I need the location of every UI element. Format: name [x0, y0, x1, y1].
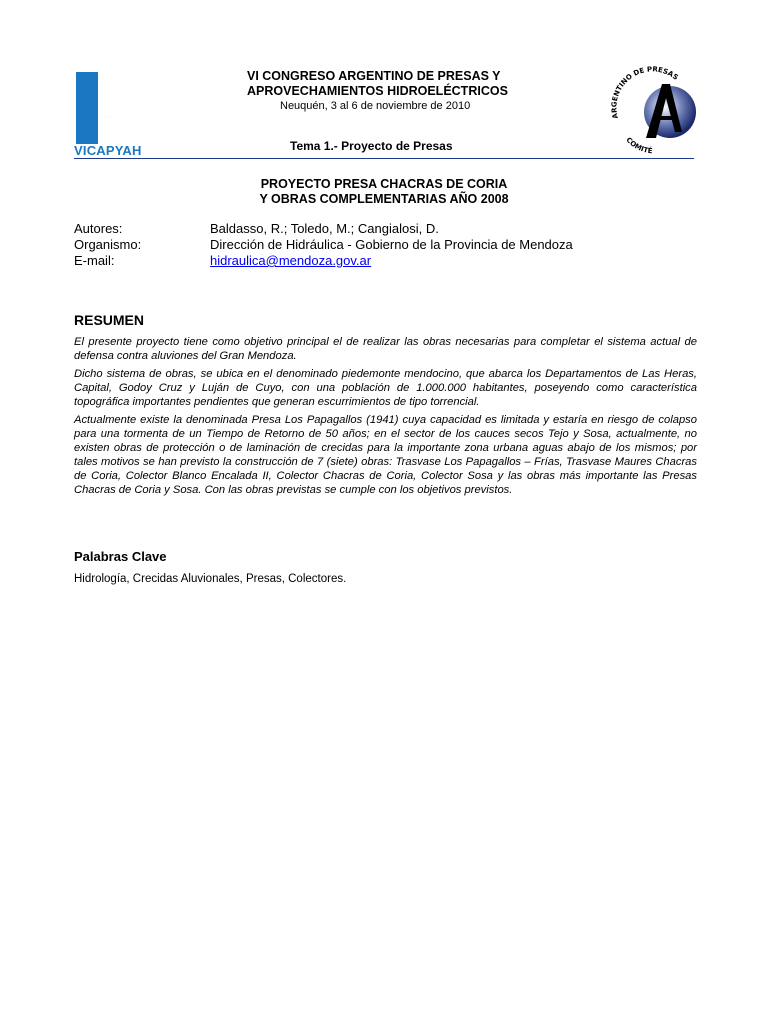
logo-blue-bar	[76, 72, 98, 144]
document-title	[0, 177, 768, 207]
logo-wordmark	[74, 143, 142, 158]
organismo-label: Organismo:	[74, 237, 142, 252]
header-divider	[74, 158, 694, 159]
organismo-value: Dirección de Hidráulica - Gobierno de la Provincia de Mendoza	[210, 237, 573, 252]
logo-wordmark-capyah: CAPYAH	[86, 143, 142, 158]
autores-label: Autores:	[74, 221, 123, 236]
congress-title-line2: APROVECHAMIENTOS HIDROELÉCTRICOS	[247, 84, 508, 98]
resumen-paragraph-3: Actualmente existe la denominada Presa Los Papagallos (1941) cuya capacidad es limitada y estaría en riesgo de colapso para una tormenta de un Tiempo de Retorno de 50 años; en el sector de los cauces secos Tejo y Sosa, actualmente, no existen obras de protección o de laminación de crecidas para la importante zona urbana aguas abajo de los mismos; por tales motivos se han previsto la construcción de 7 (siete) obras: Trasvase Los Papagallos – Frías, Trasvase Maures Chacras de Coria, Colector Blanco Encalada II, Colector Chacras de Coria, Colector Sosa y las obras más importante las Presas Chacras de Coria y Sosa. Con las obras previstas se cumple con los objetivos previstos.	[74, 414, 697, 496]
document-title-line1: PROYECTO PRESA CHACRAS DE CORIA	[260, 177, 508, 191]
palabras-clave-heading: Palabras Clave	[74, 549, 167, 564]
resumen-heading: RESUMEN	[74, 312, 145, 328]
resumen-paragraph-1: El presente proyecto tiene como objetivo principal el de realizar las obras necesarias para completar el sistema actual de defensa contra aluviones del Gran Mendoza.	[74, 336, 697, 362]
document-title-line2: Y OBRAS COMPLEMENTARIAS AÑO 2008	[259, 192, 509, 206]
congress-title-line1: VI CONGRESO ARGENTINO DE PRESAS Y	[247, 69, 501, 83]
logo-arc-text-bottom: COMITÉ	[624, 135, 653, 156]
congress-location-date: Neuquén, 3 al 6 de noviembre de 2010	[280, 100, 471, 112]
congress-title	[247, 69, 567, 99]
palabras-clave-value: Hidrología, Crecidas Aluvionales, Presas, Colectores.	[74, 573, 347, 585]
tema-label: Tema 1.- Proyecto de Presas	[290, 139, 453, 153]
email-label: E-mail:	[74, 253, 115, 268]
email-link[interactable]: hidraulica@mendoza.gov.ar	[210, 253, 372, 268]
logo-wordmark-vi: VI	[74, 143, 87, 158]
autores-value: Baldasso, R.; Toledo, M.; Cangialosi, D.	[210, 221, 439, 236]
vicapyah-logo	[74, 70, 156, 160]
svg-text:COMITÉ	[624, 136, 653, 155]
comite-argentino-de-presas-logo-icon	[604, 62, 700, 158]
resumen-paragraph-2: Dicho sistema de obras, se ubica en el denominado piedemonte mendocino, que abarca los Departamentos de Las Heras, Capital, Godoy Cruz y Luján de Cuyo, con una población de 1.000.000 habitantes, poseyendo como característica topográfica importantes pendientes que generan escurrimientos de tipo torrencial.	[74, 368, 697, 408]
resumen-body	[74, 335, 697, 501]
logo-gray-wedge-icon	[102, 72, 154, 144]
logo-arc-text-top: ARGENTINO DE PRESAS	[610, 65, 680, 120]
